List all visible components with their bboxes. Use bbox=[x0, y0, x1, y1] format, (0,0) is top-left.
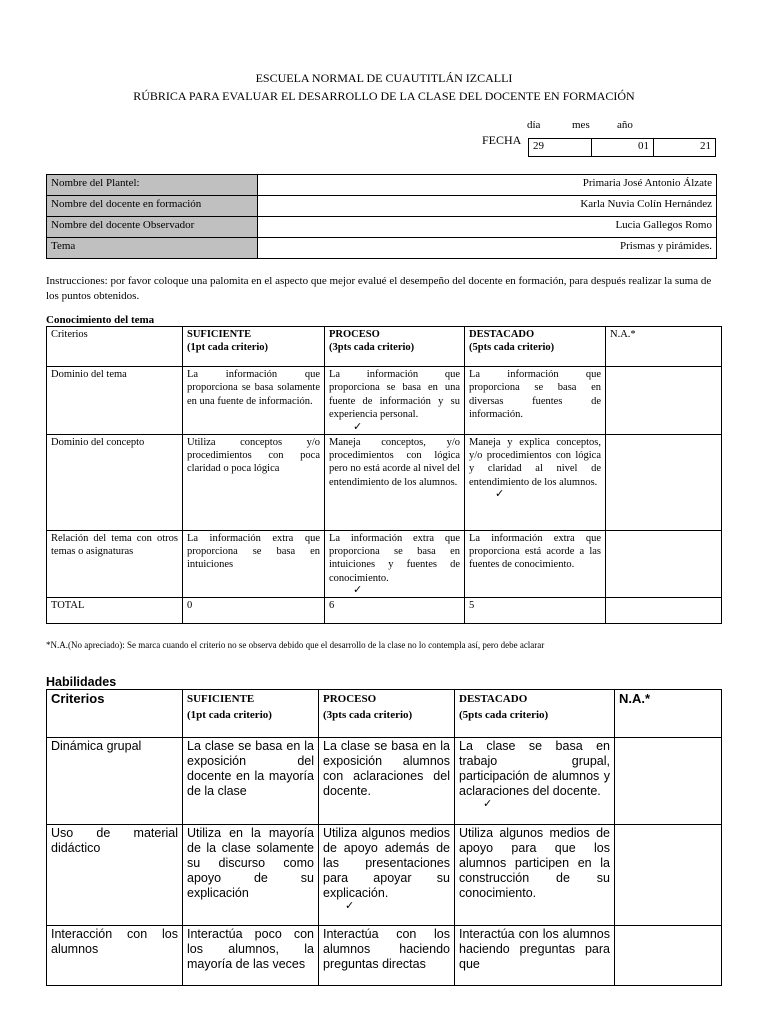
criterio-label: Dominio del concepto bbox=[47, 434, 183, 530]
na-footnote: *N.A.(No apreciado): Se marca cuando el criterio no se observa debido que el desarrollo de la clase no lo contempla así, pero debe aclarar bbox=[46, 640, 545, 650]
suficiente-cell[interactable]: Interactúa poco con los alumnos, la mayoría de las veces bbox=[183, 926, 319, 986]
conocimiento-header-na: N.A.* bbox=[606, 327, 722, 367]
na-cell[interactable] bbox=[615, 738, 722, 825]
destacado-cell[interactable]: La clase se basa en trabajo grupal, participación de alumnos y aclaraciones del docente. ✓ bbox=[455, 738, 615, 825]
habilidades-table bbox=[46, 689, 722, 986]
destacado-cell[interactable]: La información que proporciona se basa en diversas fuentes de información. bbox=[465, 367, 606, 435]
info-value-docente-formacion[interactable]: Karla Nuvia Colín Hernández bbox=[258, 196, 717, 217]
proceso-cell[interactable]: La información extra que proporciona se basa en intuiciones y fuentes de conocimiento. ✓ bbox=[325, 530, 465, 598]
info-label-plantel: Nombre del Plantel: bbox=[47, 175, 258, 196]
criterio-label: Relación del tema con otros temas o asignaturas bbox=[47, 530, 183, 598]
suficiente-cell[interactable]: Utiliza conceptos y/o procedimientos con poca claridad o poca lógica bbox=[183, 434, 325, 530]
table-row bbox=[47, 434, 722, 530]
info-label-docente-formacion: Nombre del docente en formación bbox=[47, 196, 258, 217]
habilidades-header-destacado: DESTACADO (5pts cada criterio) bbox=[455, 690, 615, 738]
info-value-observador[interactable]: Lucia Gallegos Romo bbox=[258, 217, 717, 238]
table-row bbox=[47, 738, 722, 825]
conocimiento-table bbox=[46, 326, 722, 624]
date-year-label: año bbox=[617, 119, 633, 131]
total-row bbox=[47, 598, 722, 624]
total-na[interactable] bbox=[606, 598, 722, 624]
date-label: FECHA bbox=[482, 133, 522, 147]
table-row bbox=[47, 926, 722, 986]
suficiente-cell[interactable]: La información que proporciona se basa solamente en una fuente de información. bbox=[183, 367, 325, 435]
check-mark-icon: ✓ bbox=[353, 420, 363, 433]
habilidades-header-criterios: Criterios bbox=[47, 690, 183, 738]
suficiente-cell[interactable]: La información extra que proporciona se basa en intuiciones bbox=[183, 530, 325, 598]
table-row bbox=[47, 367, 722, 435]
conocimiento-header-suficiente: SUFICIENTE (1pt cada criterio) bbox=[183, 327, 325, 367]
school-name: ESCUELA NORMAL DE CUAUTITLÁN IZCALLI bbox=[255, 71, 513, 85]
na-cell[interactable] bbox=[606, 530, 722, 598]
suficiente-cell[interactable]: La clase se basa en la exposición del docente en la mayoría de la clase bbox=[183, 738, 319, 825]
total-label: TOTAL bbox=[47, 598, 183, 624]
check-mark-icon: ✓ bbox=[345, 900, 355, 912]
date-year-field[interactable]: 21 bbox=[654, 139, 716, 157]
conocimiento-header-criterios: Criterios bbox=[47, 327, 183, 367]
destacado-cell[interactable]: Utiliza algunos medios de apoyo para que los alumnos participen en la construcción de su conocimiento. bbox=[455, 825, 615, 926]
conocimiento-header-destacado: DESTACADO (5pts cada criterio) bbox=[465, 327, 606, 367]
instructions: Instrucciones: por favor coloque una palomita en el aspecto que mejor evalué el desempeño del docente en formación, para después realizar la suma de los puntos obtenidos. bbox=[46, 275, 712, 302]
destacado-cell[interactable]: Maneja y explica conceptos, y/o procedimientos con lógica y claridad al nivel de entendimiento de los alumnos. ✓ bbox=[465, 434, 606, 530]
destacado-cell[interactable]: La información extra que proporciona está acorde a las fuentes de conocimiento. bbox=[465, 530, 606, 598]
proceso-cell[interactable]: Interactúa con los alumnos haciendo preguntas directas bbox=[319, 926, 455, 986]
suficiente-cell[interactable]: Utiliza en la mayoría de la clase solamente su discurso como apoyo de su explicación bbox=[183, 825, 319, 926]
rubric-title: RÚBRICA PARA EVALUAR EL DESARROLLO DE LA CLASE DEL DOCENTE EN FORMACIÓN bbox=[133, 89, 635, 103]
info-label-observador: Nombre del docente Observador bbox=[47, 217, 258, 238]
criterio-label: Interacción con los alumnos bbox=[47, 926, 183, 986]
criterio-label: Dinámica grupal bbox=[47, 738, 183, 825]
info-table bbox=[46, 174, 717, 259]
proceso-cell[interactable]: La clase se basa en la exposición alumnos con aclaraciones del docente. bbox=[319, 738, 455, 825]
destacado-cell[interactable]: Interactúa con los alumnos haciendo preguntas para que bbox=[455, 926, 615, 986]
criterio-label: Uso de material didáctico bbox=[47, 825, 183, 926]
na-cell[interactable] bbox=[606, 434, 722, 530]
criterio-label: Dominio del tema bbox=[47, 367, 183, 435]
total-suficiente[interactable]: 0 bbox=[183, 598, 325, 624]
check-mark-icon: ✓ bbox=[483, 798, 493, 810]
proceso-cell[interactable]: Maneja conceptos, y/o procedimientos con lógica pero no está acorde al nivel del entendimiento de los alumnos. bbox=[325, 434, 465, 530]
date-month-label: mes bbox=[572, 119, 590, 131]
na-cell[interactable] bbox=[615, 825, 722, 926]
info-value-tema[interactable]: Prismas y pirámides. bbox=[258, 238, 717, 259]
info-value-plantel[interactable]: Primaria José Antonio Álzate bbox=[258, 175, 717, 196]
check-mark-icon: ✓ bbox=[495, 488, 505, 501]
habilidades-title: Habilidades bbox=[46, 675, 117, 689]
na-cell[interactable] bbox=[606, 367, 722, 435]
habilidades-header-proceso: PROCESO (3pts cada criterio) bbox=[319, 690, 455, 738]
table-row bbox=[47, 825, 722, 926]
check-mark-icon: ✓ bbox=[353, 584, 363, 597]
habilidades-header-na: N.A.* bbox=[615, 690, 722, 738]
total-destacado[interactable]: 5 bbox=[465, 598, 606, 624]
proceso-cell[interactable]: Utiliza algunos medios de apoyo además de las presentaciones para apoyar su explicación. ✓ bbox=[319, 825, 455, 926]
conocimiento-title: Conocimiento del tema bbox=[46, 314, 155, 326]
date-month-field[interactable]: 01 bbox=[592, 139, 654, 157]
info-label-tema: Tema bbox=[47, 238, 258, 259]
table-row bbox=[47, 530, 722, 598]
proceso-cell[interactable]: La información que proporciona se basa en una fuente de información y su experiencia personal. ✓ bbox=[325, 367, 465, 435]
date-day-field[interactable]: 29 bbox=[529, 139, 592, 157]
habilidades-header-suficiente: SUFICIENTE (1pt cada criterio) bbox=[183, 690, 319, 738]
date-table bbox=[528, 138, 716, 157]
conocimiento-header-proceso: PROCESO (3pts cada criterio) bbox=[325, 327, 465, 367]
total-proceso[interactable]: 6 bbox=[325, 598, 465, 624]
date-day-label: día bbox=[527, 119, 541, 131]
na-cell[interactable] bbox=[615, 926, 722, 986]
